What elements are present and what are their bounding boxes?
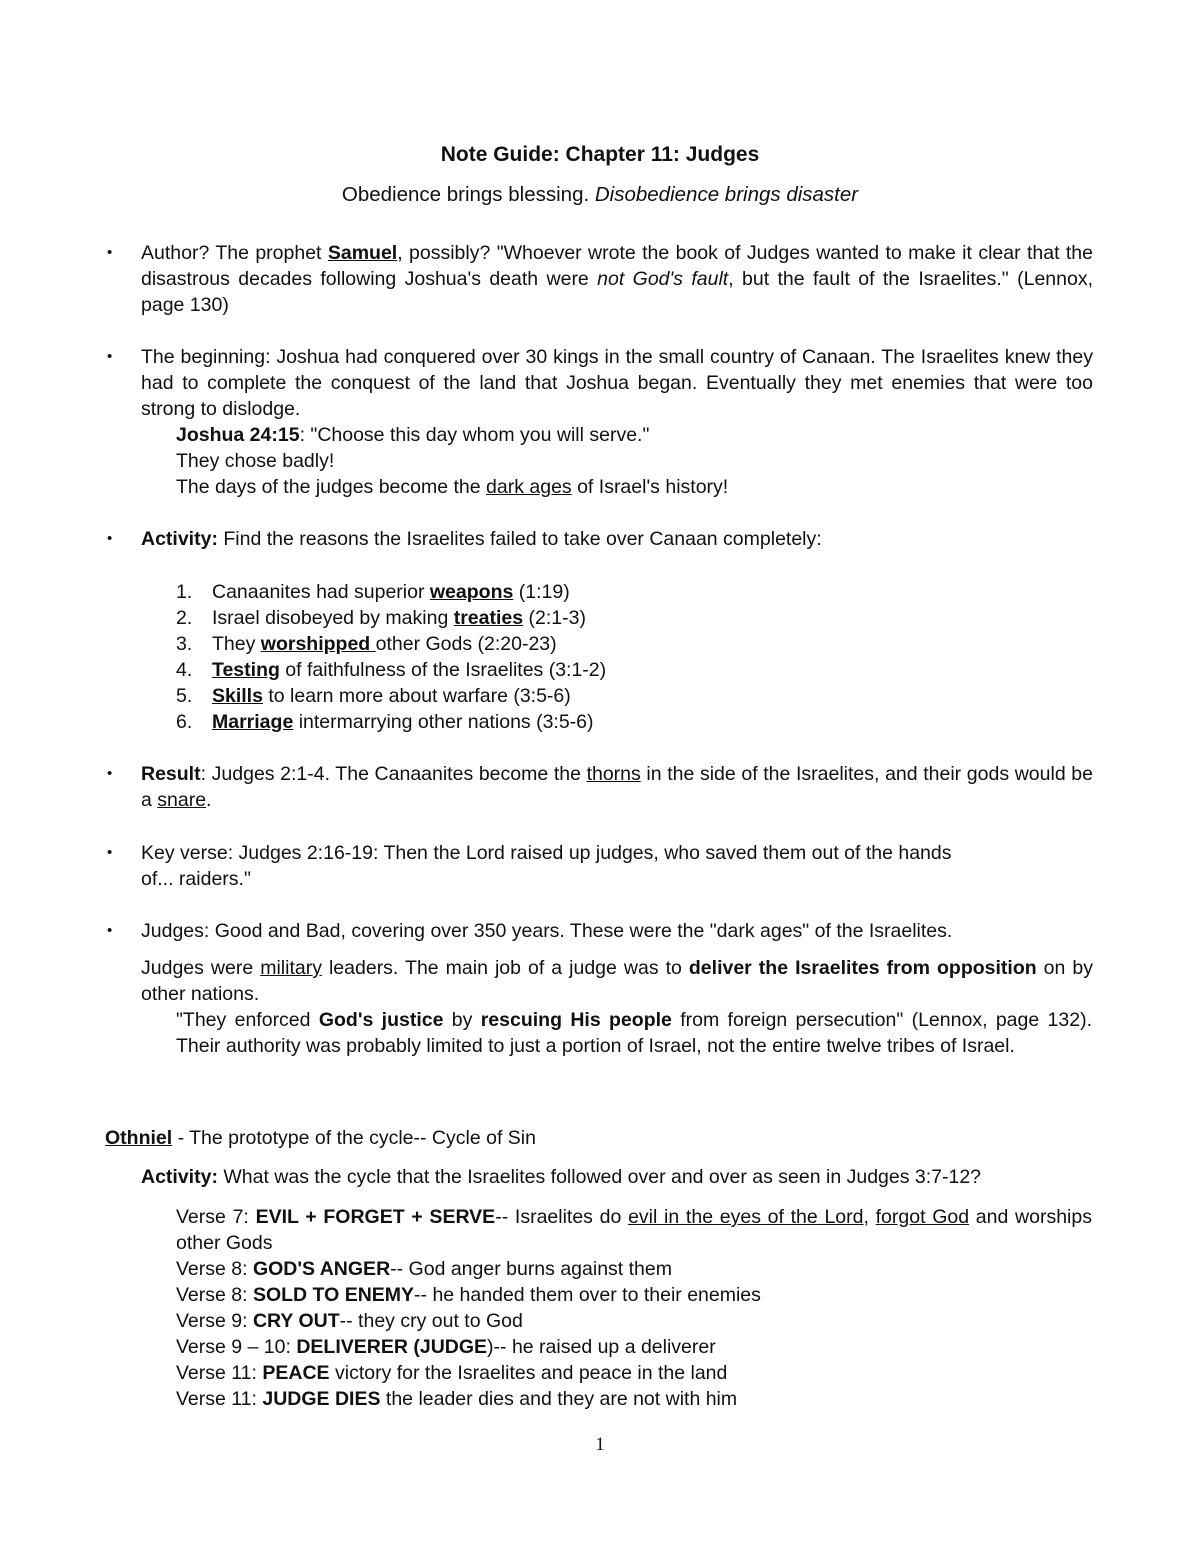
cycle-step: GOD'S ANGER <box>252 1258 391 1280</box>
bullet-icon: • <box>107 244 113 261</box>
result-text: in the side of the Israelites, and their gods would be a <box>141 763 1093 811</box>
cycle-step: EVIL + FORGET + SERVE <box>255 1206 496 1228</box>
cycle-text: the leader dies and they are not with him <box>380 1388 738 1410</box>
cycle-underline: evil in the eyes of the Lord <box>628 1206 864 1228</box>
quote-bold: God's justice <box>318 1009 444 1031</box>
cycle-step: SOLD TO ENEMY <box>252 1284 415 1306</box>
cycle-row <box>176 1386 737 1412</box>
beginning-paragraph: The beginning: Joshua had conquered over 30 kings in the small country of Canaan. The Israelites knew they had to complete the conquest of the land that Joshua began. Eventually they met enemies that were too strong to dislodge. <box>141 346 1093 420</box>
quote-bold: rescuing His people <box>480 1009 672 1031</box>
list-number: 3. <box>176 633 193 655</box>
list-item <box>176 605 586 631</box>
list-number: 5. <box>176 685 193 707</box>
author-text: Author? The prophet <box>141 242 328 264</box>
judges-text: leaders. The main job of a judge was to <box>321 957 689 979</box>
cycle-step: JUDGE DIES <box>262 1388 381 1410</box>
judges-text: on by other nations. <box>141 957 1093 1005</box>
thorns-term: thorns <box>586 763 641 785</box>
cycle-text: )-- he raised up a deliverer <box>487 1336 716 1358</box>
cycle-row <box>176 1282 761 1308</box>
activity-label: Activity: <box>141 528 218 550</box>
list-item <box>176 579 570 605</box>
cycle-text: , <box>863 1206 876 1228</box>
page-number: 1 <box>595 1434 605 1455</box>
cycle-underline: forgot God <box>875 1206 970 1228</box>
subtitle-italic: Disobedience brings disaster <box>594 183 859 206</box>
verse-ref: Joshua 24:15 <box>176 424 300 446</box>
cycle-text: victory for the Israelites and peace in the land <box>329 1362 728 1384</box>
list-item <box>176 657 606 683</box>
verse-label: Verse 11: <box>176 1388 263 1410</box>
list-text: Canaanites had superior <box>212 581 430 603</box>
cycle-row <box>176 1256 672 1282</box>
author-text: , but the fault of the Israelites." (Lennox, page 130) <box>141 268 1093 316</box>
subtitle-normal: Obedience brings blessing. <box>341 183 595 206</box>
list-text: (1:19) <box>513 581 570 603</box>
list-number: 1. <box>176 581 193 603</box>
judges-role-paragraph <box>141 955 1093 1007</box>
verse-label: Verse 8: <box>176 1284 253 1306</box>
bullet-icon: • <box>107 765 113 782</box>
list-keyword: Marriage <box>212 711 294 733</box>
snare-term: snare <box>157 789 207 811</box>
cycle-step: PEACE <box>262 1362 330 1384</box>
othniel-text: - The prototype of the cycle-- Cycle of Sin <box>172 1127 536 1149</box>
bullet-icon: • <box>107 844 113 861</box>
cycle-text: -- God anger burns against them <box>390 1258 672 1280</box>
verse-label: Verse 9: <box>176 1310 253 1332</box>
verse-label: Verse 7: <box>176 1206 256 1228</box>
list-item <box>176 683 571 709</box>
list-keyword: Testing <box>212 659 280 681</box>
key-verse-line-1: Key verse: Judges 2:16-19: Then the Lord raised up judges, who saved them out of the hands <box>141 842 952 864</box>
verse-line <box>176 422 1092 448</box>
result-paragraph <box>141 761 1093 813</box>
list-number: 6. <box>176 711 193 733</box>
cycle-step: CRY OUT <box>252 1310 340 1332</box>
cycle-text: -- he handed them over to their enemies <box>414 1284 761 1306</box>
othniel-name: Othniel <box>105 1127 173 1149</box>
activity-label: Activity: <box>141 1166 218 1188</box>
author-italic: not God's fault <box>597 268 729 290</box>
cycle-text: -- Israelites do <box>495 1206 629 1228</box>
judges-bold: deliver the Israelites from opposition <box>688 957 1037 979</box>
list-item <box>176 631 557 657</box>
judges-text: Judges were <box>141 957 261 979</box>
quote-text: "They enforced <box>176 1009 319 1031</box>
activity-line <box>141 526 1093 552</box>
list-text: They <box>212 633 261 655</box>
cycle-row <box>176 1308 523 1334</box>
cycle-verse-7 <box>176 1204 1092 1256</box>
dark-ages-term: dark ages <box>486 476 572 498</box>
bullet-icon: • <box>107 530 113 547</box>
author-name: Samuel <box>327 242 398 264</box>
cycle-row <box>176 1334 716 1360</box>
cycle-step: DELIVERER (JUDGE <box>296 1336 488 1358</box>
cycle-text: -- they cry out to God <box>339 1310 523 1332</box>
military-term: military <box>260 957 322 979</box>
key-verse-line-2: of... raiders." <box>141 868 251 890</box>
chose-line: They chose badly! <box>176 450 335 472</box>
list-text: to learn more about warfare (3:5-6) <box>262 685 571 707</box>
author-paragraph <box>141 240 1093 318</box>
list-keyword: Skills <box>212 685 263 707</box>
verse-label: Verse 8: <box>176 1258 253 1280</box>
list-text: intermarrying other nations (3:5-6) <box>293 711 594 733</box>
judges-line: Judges: Good and Bad, covering over 350 years. These were the "dark ages" of the Israelites. <box>141 920 953 942</box>
result-text: . <box>206 789 212 811</box>
verse-text: : "Choose this day whom you will serve." <box>299 424 650 446</box>
justice-quote-paragraph <box>176 1007 1092 1059</box>
verse-label: Verse 11: <box>176 1362 263 1384</box>
list-keyword: treaties <box>453 607 524 629</box>
list-item <box>176 709 594 735</box>
bullet-icon: • <box>107 922 113 939</box>
activity-text: What was the cycle that the Israelites followed over and over as seen in Judges 3:7-12? <box>217 1166 982 1188</box>
page-subtitle <box>0 183 1200 207</box>
list-number: 4. <box>176 659 193 681</box>
list-text: other Gods (2:20-23) <box>375 633 557 655</box>
list-text: of faithfulness of the Israelites (3:1-2) <box>279 659 607 681</box>
line-text: of Israel's history! <box>571 476 729 498</box>
line-text: The days of the judges become the <box>176 476 487 498</box>
cycle-row <box>176 1360 727 1386</box>
activity-line <box>141 1164 1093 1190</box>
list-number: 2. <box>176 607 193 629</box>
result-text: : Judges 2:1-4. The Canaanites become the <box>200 763 587 785</box>
result-label: Result <box>141 763 201 785</box>
activity-text: Find the reasons the Israelites failed to take over Canaan completely: <box>217 528 822 550</box>
author-text: , possibly? "Whoever wrote the book of Judges wanted to make it clear that the disastrous decades following Joshua's death were <box>141 242 1093 290</box>
quote-text: by <box>443 1009 481 1031</box>
list-keyword: worshipped <box>260 633 376 655</box>
othniel-heading <box>105 1125 1057 1151</box>
list-keyword: weapons <box>429 581 514 603</box>
dark-ages-line <box>176 474 1092 500</box>
bullet-icon: • <box>107 348 113 365</box>
cycle-text: and worships other Gods <box>176 1206 1092 1254</box>
quote-text: from foreign persecution" (Lennox, page 132). Their authority was probably limited to just a portion of Israel, not the entire twelve tribes of Israel. <box>176 1009 1092 1057</box>
verse-label: Verse 9 – 10: <box>176 1336 297 1358</box>
list-text: (2:1-3) <box>523 607 586 629</box>
page-title: Note Guide: Chapter 11: Judges <box>440 143 760 166</box>
list-text: Israel disobeyed by making <box>212 607 454 629</box>
